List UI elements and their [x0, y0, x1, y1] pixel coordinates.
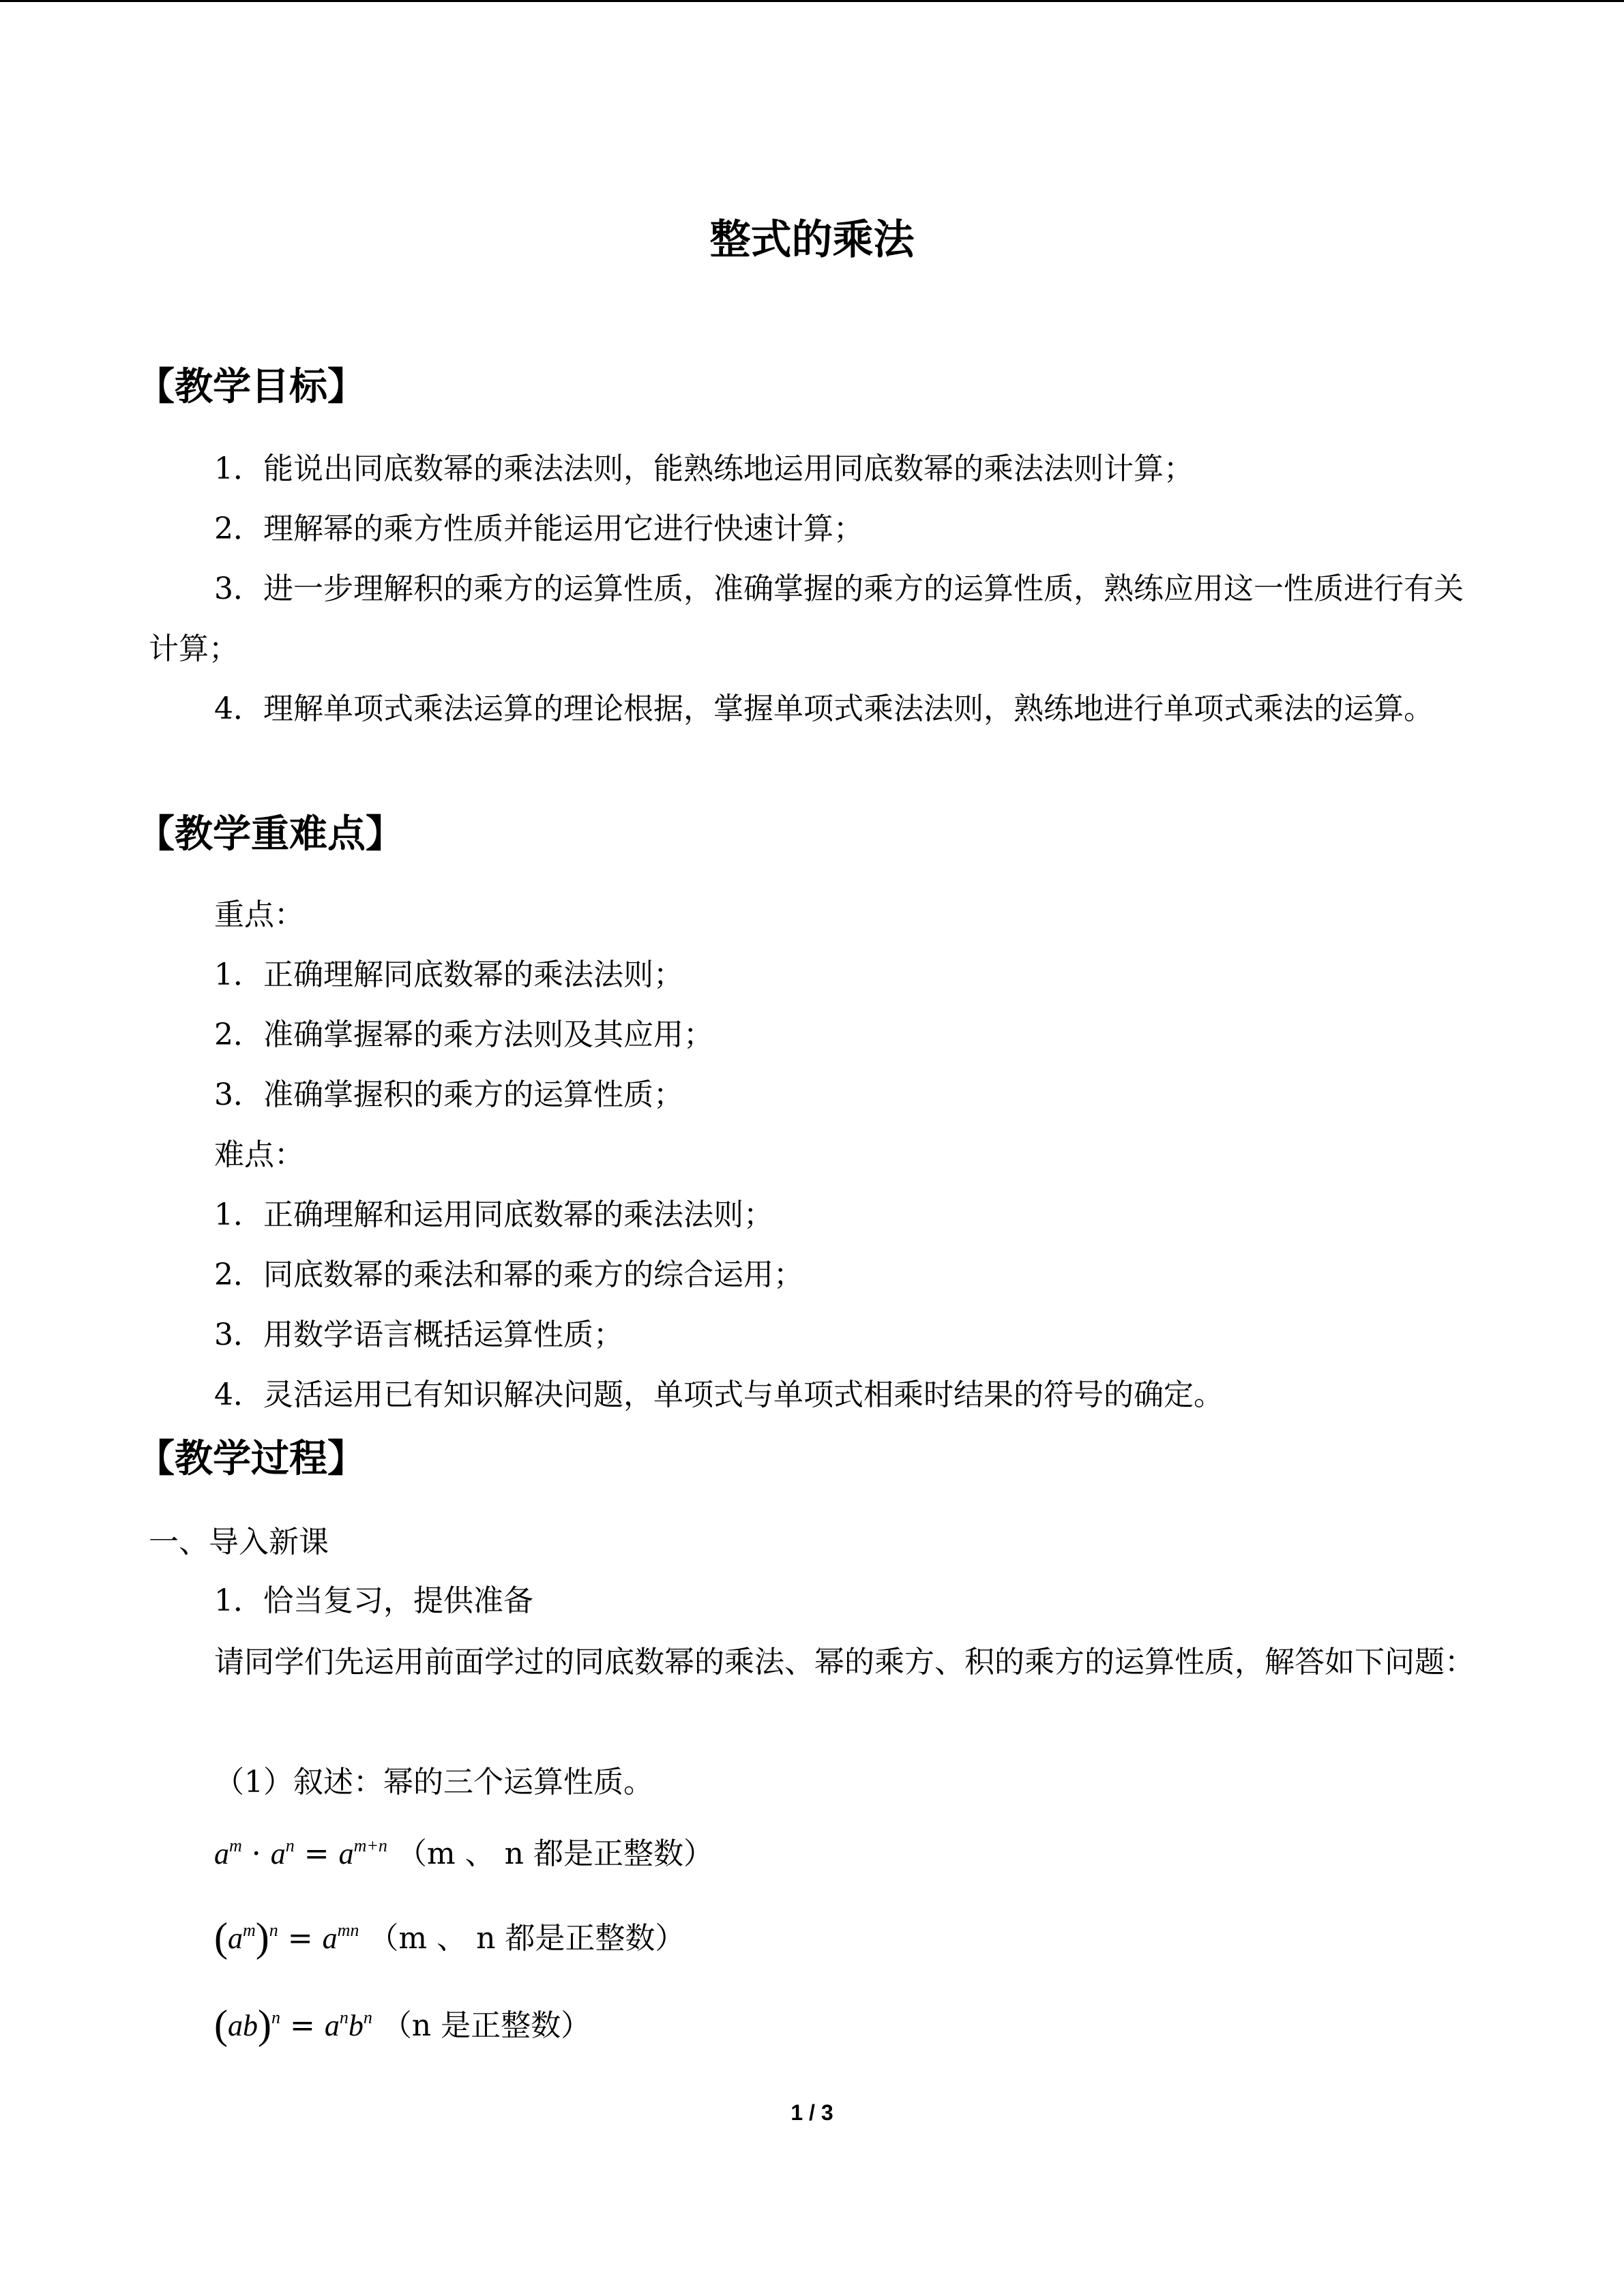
goal-item: 2．理解幂的乘方性质并能运用它进行快速计算； [214, 511, 863, 546]
formula-product-of-powers: $a^m \cdot a^n = a^{m+n}$ （m 、 n 都是正整数） [214, 1836, 713, 1871]
key-point: 1．正确理解同底数幂的乘法法则； [214, 957, 683, 992]
formula-note: （m 、 n 都是正整数） [368, 1921, 685, 1956]
step-title: 1．恰当复习，提供准备 [214, 1583, 533, 1618]
difficult-point: 3．用数学语言概括运算性质； [214, 1317, 623, 1352]
page-number: 1 / 3 [791, 2100, 833, 2125]
goal-item: 4．理解单项式乘法运算的理论根据，掌握单项式乘法法则，熟练地进行单项式乘法的运算。 [214, 691, 1434, 726]
question-1: （1）叙述：幂的三个运算性质。 [214, 1765, 653, 1800]
page-title: 整式的乘法 [709, 216, 915, 264]
difficult-label: 难点： [214, 1137, 304, 1172]
key-label: 重点： [214, 897, 304, 932]
key-point: 2．准确掌握幂的乘方法则及其应用； [214, 1017, 713, 1052]
difficult-point: 4．灵活运用已有知识解决问题，单项式与单项式相乘时结果的符号的确定。 [214, 1377, 1224, 1412]
goals-heading: 【教学目标】 [136, 365, 366, 409]
formula-note: （n 是正整数） [381, 2008, 591, 2043]
key-difficult-heading: 【教学重难点】 [136, 812, 404, 856]
difficult-point: 2．同底数幂的乘法和幂的乘方的综合运用； [214, 1257, 803, 1292]
intro-paragraph: 请同学们先运用前面学过的同底数幂的乘法、幂的乘方、积的乘方的运算性质，解答如下问题： [214, 1645, 1475, 1680]
goal-item: 3．进一步理解积的乘方的运算性质，准确掌握的乘方的运算性质，熟练应用这一性质进行有关计算； [149, 571, 1464, 666]
formula-power-of-power: $(a^m)^n = a^{mn}$ （m 、 n 都是正整数） [214, 1915, 685, 1960]
difficult-point: 1．正确理解和运用同底数幂的乘法法则； [214, 1197, 773, 1232]
goal-item: 1．能说出同底数幂的乘法法则，能熟练地运用同底数幂的乘法法则计算； [214, 451, 1194, 486]
process-heading: 【教学过程】 [136, 1437, 366, 1481]
formula-power-of-product: $(ab)^n = a^nb^n$ （n 是正整数） [214, 2002, 591, 2047]
part-title: 一、导入新课 [149, 1525, 329, 1560]
top-border [0, 0, 1624, 2]
key-point: 3．准确掌握积的乘方的运算性质； [214, 1077, 683, 1112]
formula-note: （m 、 n 都是正整数） [396, 1836, 713, 1871]
